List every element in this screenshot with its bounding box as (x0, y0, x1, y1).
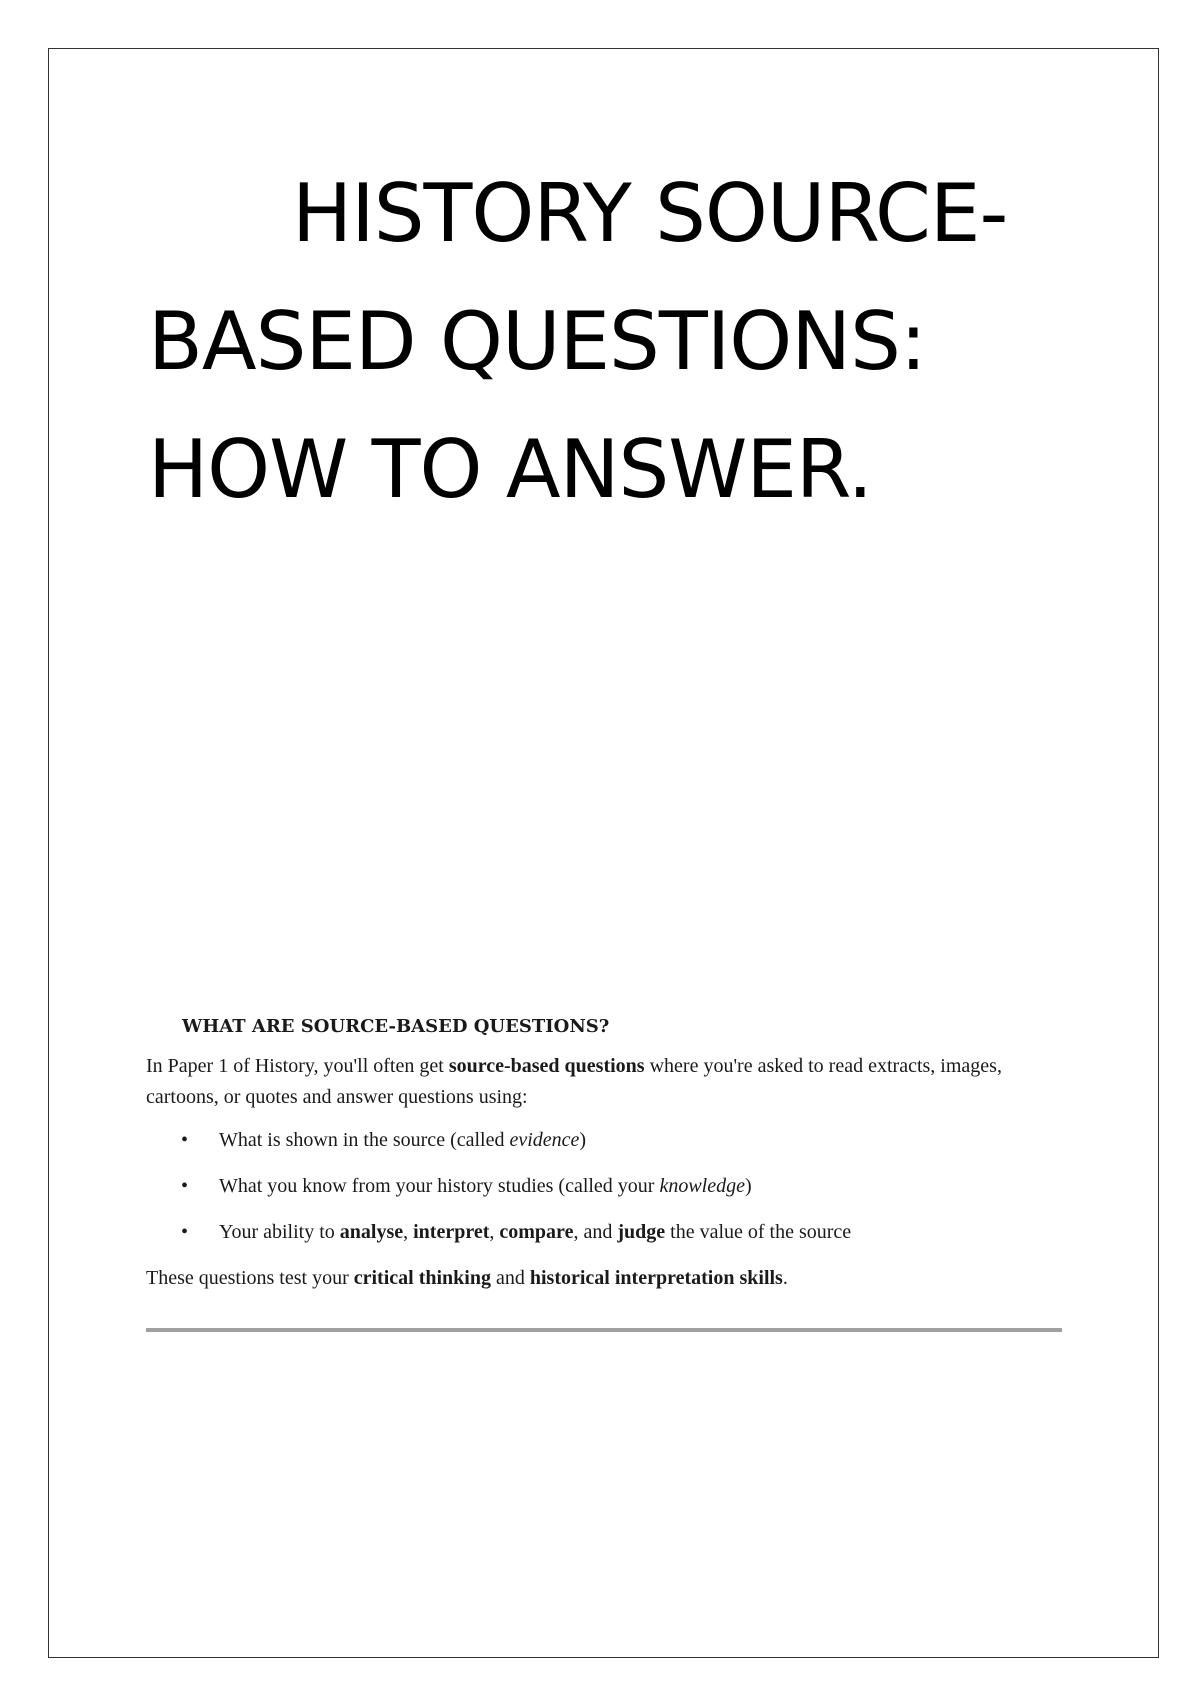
bullet-icon: • (181, 1221, 189, 1243)
outro-text-2: and (490, 1267, 530, 1289)
horizontal-rule (146, 1328, 1062, 1332)
intro-text-1: In Paper 1 of History, you'll often get (146, 1055, 449, 1077)
bullet-text: Your ability to (219, 1221, 340, 1243)
bullet-text: , (489, 1221, 500, 1243)
bullet-icon: • (181, 1129, 189, 1151)
intro-text-2: where you're asked to read extracts, images, cartoons, or quotes and answer questions using: (146, 1055, 1002, 1108)
bullet-text: the value of the source (665, 1221, 852, 1243)
title-line-1: HISTORY SOURCE- (292, 167, 1008, 260)
bullet-text: ) (745, 1175, 752, 1197)
bullet-bold-term: compare (499, 1221, 574, 1243)
section-source-based-questions (146, 1016, 1066, 1293)
bullet-italic-term: knowledge (659, 1175, 745, 1197)
title-line-2: BASED QUESTIONS: (148, 295, 926, 388)
bullet-text: What is shown in the source (called (219, 1129, 510, 1151)
page-title (148, 150, 1048, 534)
outro-text-1: These questions test your (146, 1267, 354, 1289)
outro-text-3: . (782, 1267, 788, 1289)
intro-bold-term: source-based questions (448, 1055, 645, 1077)
section-heading: WHAT ARE SOURCE-BASED QUESTIONS? (182, 1016, 610, 1037)
outro-bold-term: historical interpretation skills (529, 1267, 783, 1289)
outro-paragraph (146, 1263, 1066, 1293)
list-item (146, 1171, 1066, 1201)
bullet-text: ) (579, 1129, 587, 1151)
bullet-italic-term: evidence (509, 1129, 580, 1151)
bullet-bold-term: analyse (339, 1221, 404, 1243)
outro-bold-term: critical thinking (353, 1267, 491, 1289)
list-item (146, 1125, 1066, 1155)
bullet-text: , and (573, 1221, 618, 1243)
bullet-text: What you know from your history studies (called your (219, 1175, 660, 1197)
bullet-icon: • (181, 1175, 189, 1197)
intro-paragraph (146, 1051, 1066, 1113)
bullet-list (146, 1125, 1066, 1247)
title-line-3: HOW TO ANSWER. (148, 423, 873, 516)
list-item (146, 1217, 1066, 1247)
bullet-text: , (403, 1221, 414, 1243)
bullet-bold-term: judge (617, 1221, 666, 1243)
bullet-bold-term: interpret (413, 1221, 490, 1243)
